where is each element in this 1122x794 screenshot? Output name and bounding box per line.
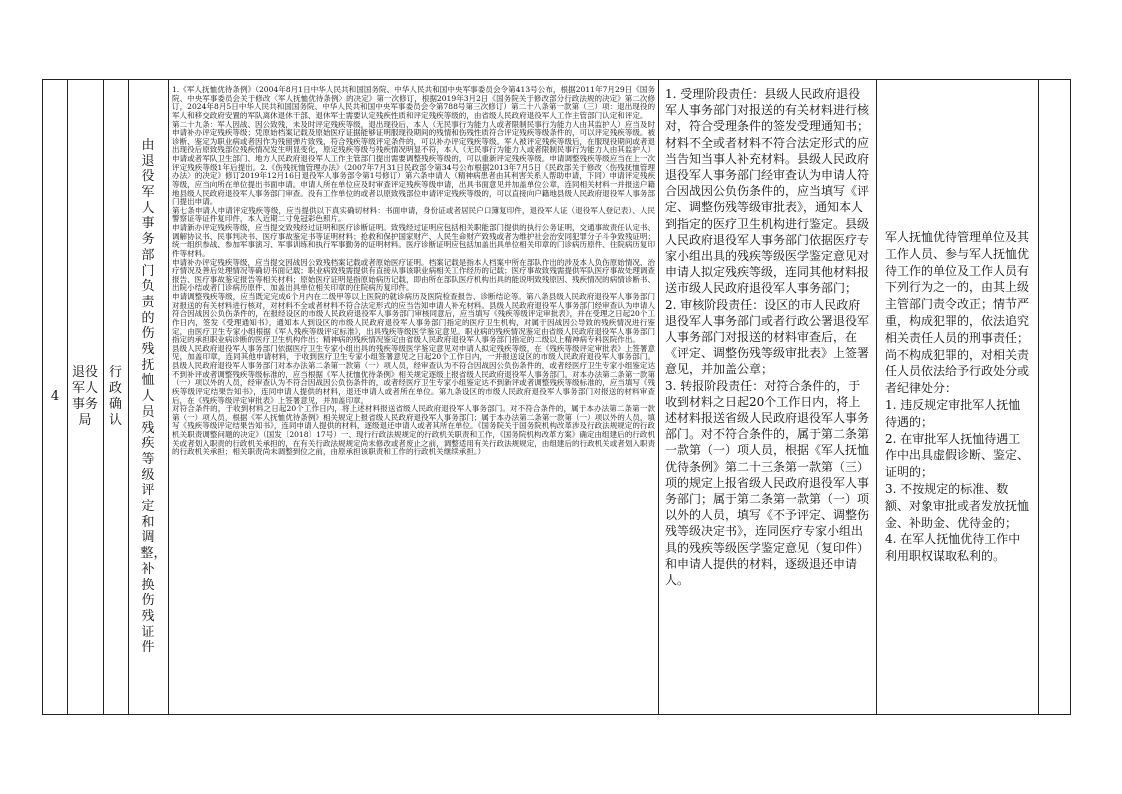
liability-item: 4. 在军人抚恤优待工作中利用职权谋取私利的。: [885, 532, 1021, 564]
legal-basis-para: 第二十九条：军人因战、因公致残，未及时评定残疾等级，退出现役后，本人（无民事行为能力人或者限制民事行为能力人由其监护人）应当及时申请补办评定残疾等级；凭原始档案记载及原始医疗证据能够证明服现役期间的残情和伤残性质符合评定残疾等级条件的，可以评定残疾等级。被诊断、鉴定为职业病或者因作为残留弹片致残，符合残疾等级评定条件的，可以补办评定残疾等级。军人被评定残疾等级后，在服现役期间或者退出现役后原致残部位残疾情况发生明显变化，原定残疾等级与残疾情况明显不符，本人（无民事行为能力人或者限制民事行为能力人由其监护人）申请或者军队卫生部门、地方人民政府退役军人工作主管部门提出需要调整残疾等级的，可以重新评定残疾等级。申请调整残疾等级应当在上一次评定残疾等级1年后提出。2.《伤残抚恤管理办法》（2007年7月31日民政部令第34号公布根据2013年7月5日《民政部关于修改〈伤残抚恤管理办法〉的决定》修订2019年12月16日退役军人事务部令第1号修订）第六条申请人（精神病患者由其利害关系人帮助申请，下同）申请评定残疾等级，应当向所在单位提出书面申请。申请人所在单位应及时审查评定残疾等级申请，出具书面意见并加盖单位公章，连同相关材料一并报送户籍地县级人民政府退役军人事务部门审查。没有工作单位的或者以原致残部位申请评定残疾等级的，可以直接向户籍地县级人民政府退役军人事务部门提出申请。: [172, 119, 656, 207]
legal-basis-para: 申请补办评定残疾等级，应当提交因战因公致残档案记载或者原始医疗证明。档案记载是指本人档案中所在部队作出的涉及本人负伤原始情况、治疗情况及善后处理情况等确切书面记载；职业病致残需提供有直接从事该职业病相关工作经历的记载；医疗事故致残需提供军队医疗事故处理调查报告、医疗事故鉴定报告等相关材料；原始医疗证明是指原始病历记载，即由所在部队医疗机构出具的能说明致残原因、残疾情况的病情诊断书、出院小结或者门诊病历原件、加盖出具单位相关印章的住院病历复印件。: [172, 257, 656, 293]
power-category: 行政确认: [108, 365, 122, 428]
legal-basis-para: 第七条申请人申请评定残疾等级，应当提供以下真实确切材料：书面申请，身份证或者居民户口簿复印件，退役军人证（退役军人登记表）、人民警察证等证件复印件，本人近期二寸免冠彩色照片。: [172, 205, 655, 224]
item-name-cell: [128, 80, 168, 714]
power-list-table: [42, 79, 1071, 715]
legal-basis-para: 申请新办评定残疾等级，应当提交致残经过证明和医疗诊断证明。致残经过证明应包括相关职能部门提供的执行公务证明，交通事故责任认定书、调解协议书、民事判决书、医疗事故鉴定书等证明材料；抢救和保护国家财产、人民生命财产致残或者为维护社会治安同犯罪分子斗争致残证明；统一组织参战、参加军事演习、军事训练和执行军事勤务的证明材料。医疗诊断证明应包括加盖出具单位相关印章的门诊病历原件、住院病历复印件等材料。: [172, 223, 656, 258]
liability-intro: 军人抚恤优待管理单位及其工作人员、参与军人抚恤优待工作的单位及工作人员有下列行为之一的，由其上级主管部门责令改正；情节严重，构成犯罪的，依法追究相关责任人员的刑事责任；尚不构成犯罪的，对相关责任人员依法给予行政处分或者纪律处分：: [885, 230, 1030, 396]
legal-basis-para: 对符合条件的，于收到材料之日起20个工作日内，将上述材料报送省级人民政府退役军人事务部门。对不符合条件的，属于本办法第二条第一款第（一）项人员，根据《军人抚恤优待条例》相关规定上报省级人民政府退役军人事务部门；属于本办法第二条第一款第（一）项以外的人员，填写《残疾等级评定结果告知书》，连同申请人提供的材料，逐级退还申请人或者其所在单位。《国务院关于国务院机构改革涉及行政法规规定的行政机关职责调整问题的决定》（国发〔2018〕17号）一、现行行政法规规定的行政机关职责和工作，《国务院机构改革方案》确定由组建后的行政机关或者划入职责的行政机关承担的，在有关行政法规规定尚未修改或者废止之前，调整适用有关行政法规规定，由组建后的行政机关或者划入职责的行政机关承担；相关职责尚未调整到位之前，由原承担该职责和工作的行政机关继续承担。）: [172, 404, 656, 457]
legal-basis-para: 县级人民政府退役军人事务部门依据医疗卫生专家小组出具的残疾等级医学鉴定意见对申请人拟定残疾等级，在《残疾等级评定审批表》上签署意见，加盖印章，连同其他申请材料，于收到医疗卫生专家小组签署意见之日起20个工作日内，一并报送设区的市级人民政府退役军人事务部门。县级人民政府退役军人事务部门对本办法第二条第一款第（一）项人员，经审查认为不符合因战因公负伤条件的，或者经医疗卫生专家小组鉴定达不到补评或者调整残疾等级标准的，应当根据《军人抚恤优待条例》相关规定逐级上报省级人民政府退役军人事务部门。对本办法第二条第一款第（一）项以外的人员，经审查认为不符合因战因公负伤条件的，或者经医疗卫生专家小组鉴定达不到新评或者调整残疾等级标准的，应当填写《残疾等级评定结果告知书》，连同申请人提供的材料，退还申请人或者所在单位。第九条设区的市级人民政府退役军人事务部门对报送的材料审查后，在《残疾等级评定审批表》上签署意见，并加盖印章。: [172, 343, 656, 405]
responsibility-cell: [659, 80, 876, 714]
power-item-name: 由退役军人事务部门负责的伤残抚恤人员残疾等级评定和调整，补换伤残证件: [140, 137, 167, 656]
liability-text: [877, 229, 1038, 565]
responsibility-item: 1. 受理阶段责任：县级人民政府退役军人事务部门对报送的有关材料进行核对，符合受理条件的签发受理通知书；材料不全或者材料不符合法定形式的应当告知当事人补充材料。县级人民政府退役军人事务部门经审查认为申请人符合因战因公负伤条件的，应当填写《评定、调整伤残等级审批表》，通知本人到指定的医疗卫生机构进行鉴定。县级人民政府退役军人事务部门依据医疗专家小组出具的残疾等级医学鉴定意见对申请人拟定残疾等级，连同其他材料报送市级人民政府退役军人事务部门；: [665, 87, 870, 296]
liability-item: 1. 违反规定审批军人抚恤待遇的；: [885, 398, 1021, 429]
legal-basis-para: 申请调整残疾等级，应当既定完成6个月内在二级甲等以上医院的就诊病历及医院检查报告、诊断结论等。第八条县级人民政府退役军人事务部门对报送的有关材料进行核对，对材料不全或者材料不符合法定形式的应当告知申请人补充材料。县级人民政府退役军人事务部门经审查认为申请人符合因战因公负伤条件的，在报经设区的市级人民政府退役军人事务部门审核同意后，应当填写《残疾等级评定审批表》，并在受理之日起20个工作日内，签发《受理通知书》，通知本人到设区的市级人民政府退役军人事务部门指定的医疗卫生机构，对属于因战因公导致的残疾情况进行鉴定，由医疗卫生专家小组根据《军人残疾等级评定标准》，出具残疾等级医学鉴定意见。职业病的残疾情况鉴定由省级人民政府退役军人事务部门指定的承担职业病诊断的医疗卫生机构作出；精神病的残疾情况鉴定由省级人民政府退役军人事务部门指定的二级以上精神病专科医院作出。: [172, 292, 656, 345]
row-number: 4: [50, 389, 60, 404]
remark-cell: [1039, 80, 1070, 714]
legal-basis-cell: [169, 80, 658, 714]
department-cell: [67, 80, 103, 714]
legal-basis-para: 1.《军人抚恤优待条例》（2004年8月1日中华人民共和国国务院、中华人民共和国中央军事委员会令第413号公布，根据2011年7月29日《国务院、中央军事委员会关于修改〈军人抚恤优待条例〉的决定》第一次修订，根据2019年3月2日《国务院关于修改部分行政法规的决定》第二次修订，2024年8月5日中华人民共和国国务院、中华人民共和国中央军事委员会令第788号第三次修订）第二十八条第一款第（三）项：退出现役的军人和移交政府安置的军队离休退休干部、退休军士需要认定残疾性质和评定残疾等级的，由省级人民政府退役军人工作主管部门认定和评定。: [172, 85, 655, 120]
department-name: 退役军人事务局: [71, 365, 98, 428]
liability-item: 2. 在审批军人抚恤待遇工作中出具虚假诊断、鉴定、证明的；: [885, 431, 1030, 480]
row-number-cell: [43, 80, 67, 714]
responsibility-item: 3. 转报阶段责任：对符合条件的，于收到材料之日起20个工作日内，将上述材料报送省级人民政府退役军人事务部门。对不符合条件的，属于第二条第一款第（一）项人员，根据《军人抚恤优待条例》第二十三条第一款第（三）项的规定上报省级人民政府退役军人事务部门；属于第二条第一款第（一）项以外的人员，填写《不予评定、调整伤残等级决定书》，连同医疗专家小组出具的残疾等级医学鉴定意见（复印件）和申请人提供的材料，逐级退还申请人。: [665, 378, 870, 588]
liability-item: 3. 不按规定的标准、数额、对象审批或者发放抚恤金、补助金、优待金的；: [885, 481, 1030, 530]
liability-cell: [877, 80, 1038, 714]
responsibility-item: 2. 审核阶段责任：设区的市人民政府退役军人事务部门或者行政公署退役军人事务部门对报送的材料审查后，在《评定、调整伤残等级审批表》上签署意见，并加盖公章；: [665, 297, 870, 377]
category-cell: [103, 80, 128, 714]
